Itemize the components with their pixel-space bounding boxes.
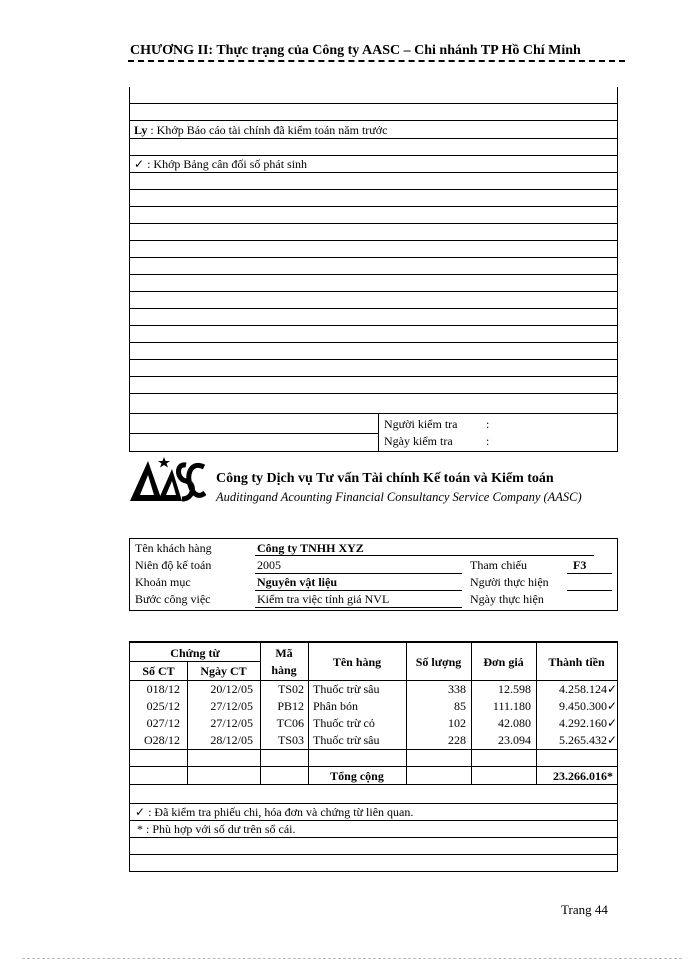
checkmark-icon: ✓ xyxy=(607,682,618,696)
rule-line xyxy=(130,376,617,377)
underline xyxy=(255,555,594,556)
step-value: Kiểm tra việc tính giá NVL xyxy=(257,592,390,606)
header-code-line2: hàng xyxy=(271,663,297,677)
rule-line xyxy=(130,103,617,104)
underline xyxy=(567,573,612,574)
period-label: Niên độ kế toán xyxy=(135,558,212,572)
total-value: 23.266.016* xyxy=(553,769,613,783)
rule-line xyxy=(130,257,617,258)
row-divider xyxy=(130,820,617,821)
row-amount: 5.265.432 xyxy=(559,733,607,747)
underline xyxy=(567,590,612,591)
rule-line xyxy=(130,189,617,190)
row-voucher-no: O28/12 xyxy=(144,733,180,747)
row-amount: 4.258.124 xyxy=(559,682,607,696)
rule-line xyxy=(130,274,617,275)
row-divider xyxy=(130,837,617,838)
rule-line xyxy=(130,138,617,139)
review-date-colon: : xyxy=(486,434,490,448)
rule-line xyxy=(130,291,617,292)
row-unit-price: 111.180 xyxy=(492,699,531,713)
check-note-line xyxy=(135,805,413,820)
date-label: Ngày thực hiện xyxy=(470,592,544,606)
row-voucher-no: 027/12 xyxy=(146,716,180,730)
rule-line xyxy=(130,172,617,173)
row-voucher-date: 28/12/05 xyxy=(210,733,253,747)
rule-line xyxy=(130,308,617,309)
underline xyxy=(255,573,462,574)
star-icon: * xyxy=(137,822,143,836)
header-item-name: Tên hàng xyxy=(332,655,382,669)
step-label: Bước công việc xyxy=(135,592,211,606)
row-amount: 4.292.160 xyxy=(559,716,607,730)
rule-line xyxy=(130,223,617,224)
preparer-label: Người thực hiện xyxy=(470,575,549,589)
row-divider xyxy=(130,854,617,855)
client-label: Tên khách hàng xyxy=(135,541,212,555)
row-item-name: Phân bón xyxy=(313,699,358,713)
ly-note-text: : Khớp Báo cáo tài chính đã kiểm toán năm trước xyxy=(150,123,388,137)
rule-line xyxy=(130,325,617,326)
row-quantity: 102 xyxy=(448,716,466,730)
row-voucher-no: 018/12 xyxy=(146,682,180,696)
header-amount: Thành tiền xyxy=(548,655,605,669)
rule-line xyxy=(130,359,617,360)
reviewer-label: Người kiểm tra xyxy=(384,417,458,431)
rule-line xyxy=(130,240,617,241)
header-quantity: Số lượng xyxy=(415,655,462,669)
check-note-text: : Đã kiểm tra phiếu chi, hóa đơn và chứng từ liên quan. xyxy=(148,805,414,819)
row-divider xyxy=(130,661,260,662)
checkmark-icon: ✓ xyxy=(607,699,618,713)
check-note-text: : Khớp Bảng cân đối số phát sinh xyxy=(147,157,308,171)
row-voucher-date: 27/12/05 xyxy=(210,699,253,713)
rule-line xyxy=(130,120,617,121)
checkmark-icon: ✓ xyxy=(135,805,146,819)
company-name-english: Auditingand Acounting Financial Consultancy Service Company (AASC) xyxy=(216,490,582,504)
row-divider xyxy=(130,766,617,767)
row-item-name: Thuốc trừ cỏ xyxy=(313,716,375,730)
chapter-header: CHƯƠNG II: Thực trạng của Công ty AASC – Chi nhánh TP Hồ Chí Minh xyxy=(130,43,581,58)
row-quantity: 85 xyxy=(454,699,466,713)
rule-line xyxy=(130,433,378,434)
header-divider xyxy=(128,60,625,62)
rule-line xyxy=(130,393,617,394)
header-voucher-no: Số CT xyxy=(142,664,175,678)
aasc-logo xyxy=(128,455,206,505)
client-value: Công ty TNHH XYZ xyxy=(257,541,364,555)
star-note-text: : Phù hợp với số dư trên sổ cái. xyxy=(146,822,296,836)
row-item-code: TS03 xyxy=(277,733,304,747)
header-unit-price: Đơn giá xyxy=(483,655,524,669)
page-number: Trang 44 xyxy=(561,902,608,917)
review-date-label: Ngày kiểm tra xyxy=(384,434,453,448)
header-voucher-date: Ngày CT xyxy=(200,664,247,678)
checkmark-icon: ✓ xyxy=(607,716,618,730)
engagement-info-table xyxy=(129,538,618,611)
signature-divider xyxy=(378,413,379,451)
underline xyxy=(255,590,462,591)
row-quantity: 338 xyxy=(448,682,466,696)
row-unit-price: 42.080 xyxy=(498,716,531,730)
row-divider xyxy=(130,680,617,681)
row-divider xyxy=(130,803,617,804)
rule-line xyxy=(130,155,617,156)
page-bottom-divider xyxy=(22,958,682,959)
row-item-code: TC06 xyxy=(276,716,304,730)
row-unit-price: 12.598 xyxy=(498,682,531,696)
total-label: Tổng cộng xyxy=(330,769,384,783)
period-value: 2005 xyxy=(257,558,281,572)
row-voucher-date: 20/12/05 xyxy=(210,682,253,696)
rule-line xyxy=(130,206,617,207)
ly-symbol: Ly xyxy=(134,123,148,137)
header-voucher: Chứng từ xyxy=(170,646,220,660)
row-divider xyxy=(130,749,617,750)
reference-label: Tham chiếu xyxy=(470,558,527,572)
company-name-vietnamese: Công ty Dịch vụ Tư vấn Tài chính Kế toán và Kiểm toán xyxy=(216,471,554,486)
row-divider xyxy=(130,784,617,785)
ly-note-line xyxy=(134,123,387,138)
check-note-line xyxy=(134,157,307,172)
rule-line xyxy=(130,342,617,343)
row-item-code: TS02 xyxy=(277,682,304,696)
row-item-name: Thuốc trừ sâu xyxy=(313,682,380,696)
header-code-line1: Mã xyxy=(275,646,293,660)
pricing-test-table xyxy=(129,641,618,872)
row-voucher-date: 27/12/05 xyxy=(210,716,253,730)
row-item-code: PB12 xyxy=(277,699,304,713)
row-amount: 9.450.300 xyxy=(559,699,607,713)
account-label: Khoản mục xyxy=(135,575,191,589)
checkmark-icon: ✓ xyxy=(134,157,145,171)
row-quantity: 228 xyxy=(448,733,466,747)
reference-value: F3 xyxy=(573,558,587,572)
reviewer-colon: : xyxy=(486,417,490,431)
star-note-line xyxy=(137,822,296,837)
checkmark-icon: ✓ xyxy=(607,733,618,747)
row-item-name: Thuốc trừ sâu xyxy=(313,733,380,747)
row-unit-price: 23.094 xyxy=(498,733,531,747)
underline xyxy=(255,607,462,608)
account-value: Nguyên vật liệu xyxy=(257,575,338,589)
rule-line xyxy=(130,413,617,414)
worksheet-ruled-box xyxy=(129,87,618,452)
row-voucher-no: 025/12 xyxy=(146,699,180,713)
